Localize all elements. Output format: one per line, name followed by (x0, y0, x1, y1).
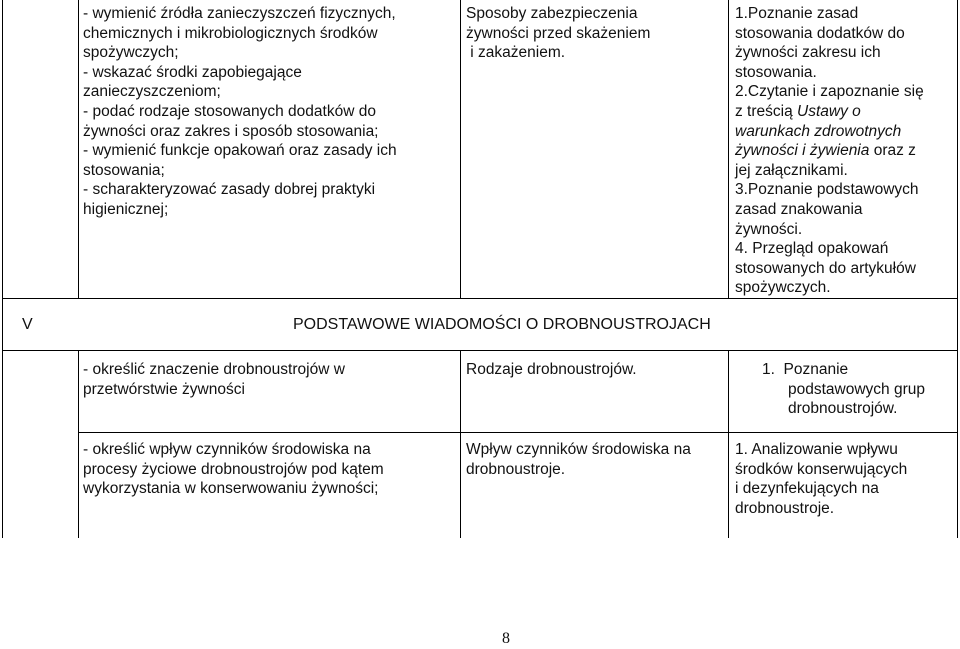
procedure-line: spożywczych. (735, 279, 831, 297)
goal-line: - wymienić źródła zanieczyszczeń fizycznych, (83, 5, 396, 22)
goal-line: stosowania; (83, 161, 165, 179)
procedures-cell-row2 (735, 440, 907, 518)
table-border-procedures-left-2 (728, 350, 729, 538)
goal-line: chemicznych i mikrobiologicznych środków (83, 24, 378, 42)
procedure-line: 1.Poznanie zasad (735, 5, 859, 22)
table-border-content-left (460, 0, 461, 298)
procedure-line: jej załącznikami. (735, 161, 848, 179)
section-number: V (22, 316, 33, 333)
goal-line: przetwórstwie żywności (83, 380, 245, 398)
goals-cell-row2 (83, 440, 384, 499)
page-number: 8 (502, 630, 510, 647)
table-border-content-left-2 (460, 350, 461, 538)
procedure-line: drobnoustroje. (735, 499, 835, 517)
procedures-cell-top (735, 4, 924, 298)
procedure-line: warunkach zdrowotnych (735, 122, 902, 140)
procedure-line: stosowania. (735, 63, 817, 81)
content-cell-top (466, 4, 650, 63)
goal-line: wykorzystania w konserwowaniu żywności; (83, 480, 379, 498)
procedure-line: 4. Przegląd opakowań (735, 240, 889, 258)
goal-line: higienicznej; (83, 200, 169, 218)
goals-cell-top (83, 4, 397, 220)
procedure-line: zasad znakowania (735, 200, 863, 218)
procedure-line: 3.Poznanie podstawowych (735, 181, 919, 199)
content-line: żywności przed skażeniem (466, 24, 651, 42)
goal-line: - podać rodzaje stosowanych dodatków do (83, 102, 376, 120)
procedures-cell-row1 (735, 360, 925, 419)
table-border-right (957, 0, 958, 538)
table-row-divider (2, 298, 958, 299)
procedure-line: z treścią Ustawy o (735, 102, 861, 120)
content-line: Rodzaje drobnoustrojów. (466, 361, 637, 378)
procedure-line: podstawowych grup (788, 380, 925, 398)
content-line: drobnoustroje. (466, 460, 566, 478)
goal-line: procesy życiowe drobnoustrojów pod kątem (83, 460, 384, 478)
table-border-goals-left-2 (78, 350, 79, 538)
procedure-line: stosowanych do artykułów (735, 259, 916, 277)
procedure-line: żywności. (735, 220, 803, 238)
goal-line: żywności oraz zakres i sposób stosowania; (83, 122, 379, 140)
goal-line: zanieczyszczeniom; (83, 83, 221, 101)
procedure-line: stosowania dodatków do (735, 24, 905, 42)
procedure-line: drobnoustrojów. (788, 400, 898, 418)
procedure-line: 1. Poznanie (762, 361, 849, 378)
goals-cell-row1 (83, 360, 345, 399)
content-cell-row1 (466, 360, 637, 380)
goal-line: - określić znaczenie drobnoustrojów w (83, 361, 345, 378)
goal-line: - wymienić funkcje opakowań oraz zasady ich (83, 142, 397, 160)
procedure-line: i dezynfekujących na (735, 480, 879, 498)
goal-line: - określić wpływ czynników środowiska na (83, 441, 371, 458)
table-border-procedures-left (728, 0, 729, 298)
procedure-line: 2.Czytanie i zapoznanie się (735, 83, 924, 101)
table-border-left (2, 0, 3, 538)
procedure-line: żywności i żywienia oraz z (735, 142, 916, 160)
content-line: Sposoby zabezpieczenia (466, 5, 638, 22)
content-line: i zakażeniem. (466, 44, 566, 62)
goal-line: - wskazać środki zapobiegające (83, 63, 302, 81)
goal-line: - scharakteryzować zasady dobrej praktyki (83, 181, 376, 199)
content-line: Wpływ czynników środowiska na (466, 441, 691, 458)
goal-line: spożywczych; (83, 44, 179, 62)
section-title: PODSTAWOWE WIADOMOŚCI O DROBNOUSTROJACH (293, 316, 711, 333)
table-row-divider (2, 350, 958, 351)
procedure-line: 1. Analizowanie wpływu (735, 441, 898, 458)
content-cell-row2 (466, 440, 691, 479)
procedure-line: środków konserwujących (735, 460, 908, 478)
procedure-line: żywności zakresu ich (735, 44, 881, 62)
table-row-divider (78, 432, 958, 433)
table-border-goals-left (78, 0, 79, 298)
